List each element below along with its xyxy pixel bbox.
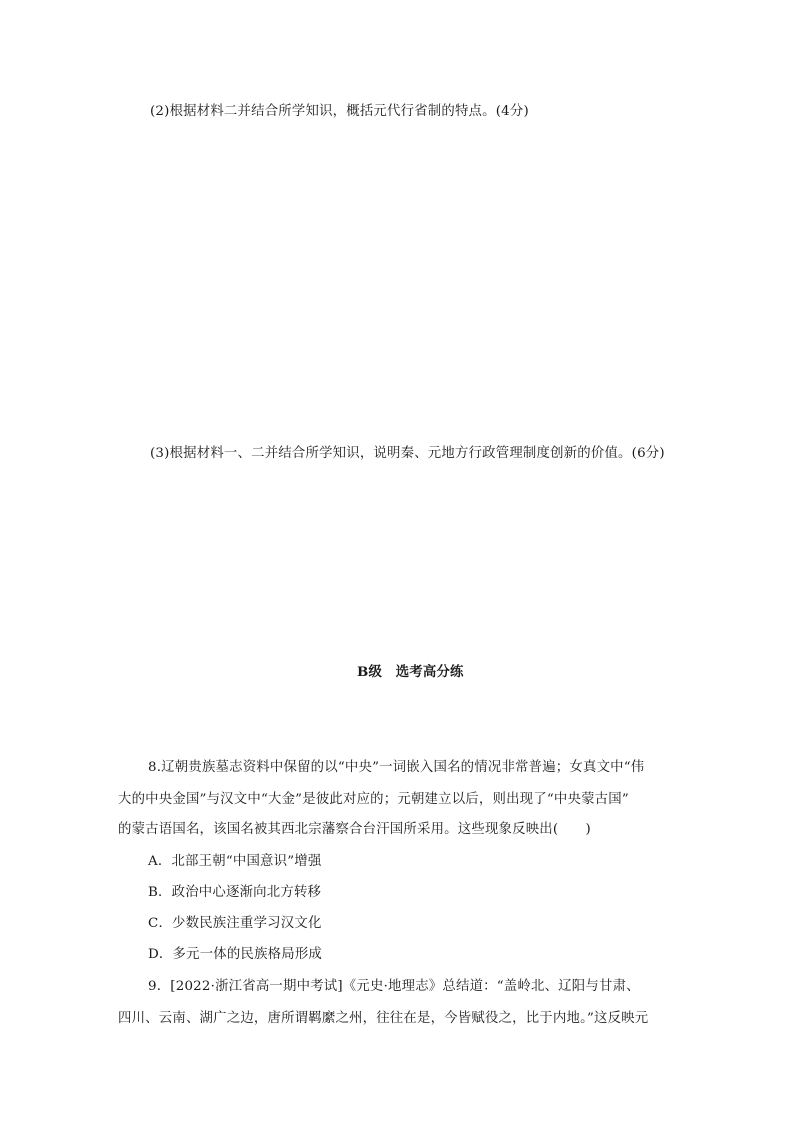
option-b: B．政治中心逐渐向北方转移 (148, 885, 322, 900)
question-9-stem-line: 四川、云南、湖广之边，唐所谓羁縻之州，往往在是，今皆赋役之，比于内地。”这反映元 (118, 1011, 649, 1026)
question-9-stem-line: 9．[2022·浙江省高一期中考试]《元史·地理志》总结道：“盖岭北、辽阳与甘肃、 (148, 979, 640, 994)
question-8-stem-line: 大的中央金国”与汉文中“大金”是彼此对应的；元朝建立以后，则出现了“中央蒙古国” (118, 792, 629, 807)
option-c: C．少数民族注重学习汉文化 (148, 916, 322, 931)
option-a: A．北部王朝“中国意识”增强 (148, 854, 322, 869)
question-8-stem-line: 8.辽朝贵族墓志资料中保留的以“中央”一词嵌入国名的情况非常普遍；女真文中“伟 (148, 760, 645, 775)
question-8-stem-line: 的蒙古语国名，该国名被其西北宗藩察合台汗国所采用。这些现象反映出( ) (118, 822, 591, 837)
question-part-3: (3)根据材料一、二并结合所学知识，说明秦、元地方行政管理制度创新的价值。(6分) (150, 446, 665, 461)
question-part-2: (2)根据材料二并结合所学知识，概括元代行省制的特点。(4分) (150, 104, 529, 119)
option-d: D．多元一体的民族格局形成 (148, 947, 323, 962)
section-heading: B级 选考高分练 (357, 664, 464, 680)
